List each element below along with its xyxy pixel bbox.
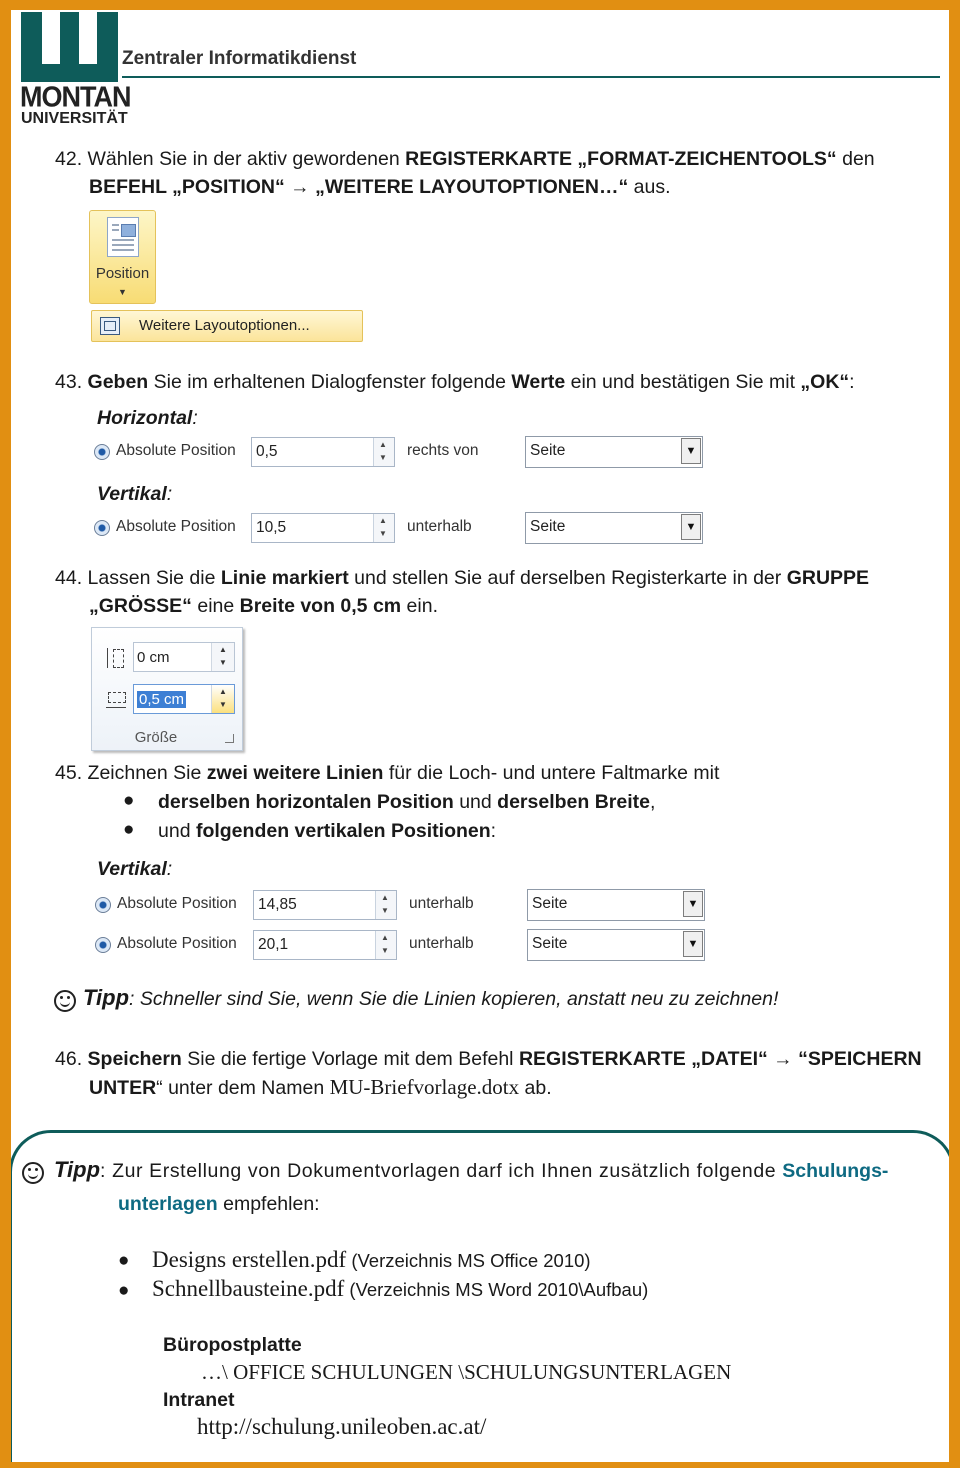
shape-height-icon — [106, 648, 126, 668]
spinner-value: 20,1 — [258, 936, 289, 953]
spinner-value: 10,5 — [256, 519, 287, 536]
logo-text-universitaet: UNIVERSITÄT — [21, 110, 128, 127]
step-number: 44. — [55, 567, 83, 589]
select-value: Seite — [530, 518, 566, 535]
chevron-down-icon[interactable]: ▼ — [681, 514, 701, 540]
bold-text: „WEITERE LAYOUTOPTIONEN…“ — [315, 176, 629, 198]
text: : — [849, 371, 855, 393]
text: , — [649, 791, 656, 813]
step-number: 46. — [55, 1048, 83, 1070]
vertical-position-spinner[interactable] — [253, 890, 397, 920]
training-materials-link[interactable]: unterlagen — [118, 1193, 218, 1215]
vertical-heading: Vertikal: — [97, 858, 173, 880]
tip-2 — [54, 1157, 942, 1183]
dialog-launcher-icon[interactable] — [225, 734, 234, 743]
university-logo — [21, 12, 118, 82]
text: Sie die fertige Vorlage mit dem Befehl — [181, 1048, 519, 1070]
step-45 — [55, 759, 935, 787]
bullet: ● — [123, 819, 135, 840]
bullet: ● — [123, 790, 135, 811]
step-44-line2 — [89, 592, 939, 620]
text: aus. — [628, 176, 671, 198]
menu-item-label: Weitere Layoutoptionen... — [139, 317, 310, 334]
vertical-relative-to-select[interactable] — [527, 929, 705, 961]
bold-text: zwei weitere Linien — [206, 762, 384, 784]
spinner-buttons[interactable]: ▲ ▼ — [375, 931, 396, 959]
input-value-selected: 0,5 cm — [139, 691, 185, 708]
shape-height-input[interactable] — [133, 642, 235, 672]
vertical-relative-to-select[interactable] — [527, 889, 705, 921]
position-ribbon-button[interactable] — [89, 210, 156, 304]
org-name: Zentraler Informatikdienst — [122, 48, 357, 69]
share-label: Büropostplatte — [163, 1334, 302, 1356]
text: und stellen Sie auf derselben Registerkarte in der — [348, 567, 787, 589]
text: : — [490, 820, 497, 842]
text: Zeichnen Sie — [87, 762, 207, 784]
absolute-position-radio[interactable] — [95, 937, 111, 953]
vertical-relative-to-select[interactable] — [525, 512, 703, 544]
step-46 — [55, 1045, 935, 1073]
absolute-position-label: Absolute Position — [116, 518, 236, 535]
absolute-position-label: Absolute Position — [116, 442, 236, 459]
spinner-buttons[interactable]: ▲ ▼ — [373, 514, 394, 542]
bold-text: BEFEHL „POSITION“ — [89, 176, 285, 198]
text: und — [158, 820, 196, 842]
spinner-value: 0,5 — [256, 443, 278, 460]
vertical-position-spinner[interactable] — [253, 930, 397, 960]
recommendation-item — [152, 1246, 912, 1275]
text: empfehlen: — [217, 1193, 320, 1215]
chevron-down-icon[interactable]: ▼ — [683, 931, 703, 957]
absolute-position-radio[interactable] — [94, 520, 110, 536]
text: ab. — [519, 1077, 552, 1099]
text: ein. — [401, 595, 438, 617]
absolute-position-radio[interactable] — [95, 897, 111, 913]
absolute-position-label: Absolute Position — [117, 935, 237, 952]
step-42-line2 — [89, 173, 939, 201]
text: Wählen Sie in der aktiv gewordenen — [87, 148, 406, 170]
step-46-line2 — [89, 1073, 939, 1102]
bold-text: Geben — [87, 371, 149, 393]
spinner-value: 14,85 — [258, 896, 297, 913]
relation-label: unterhalb — [409, 895, 474, 912]
relation-label: unterhalb — [407, 518, 472, 535]
document-page — [11, 10, 949, 1462]
horizontal-relative-to-select[interactable] — [525, 436, 703, 468]
position-button-label: Position — [95, 265, 150, 282]
intranet-url[interactable]: http://schulung.unileoben.ac.at/ — [197, 1414, 487, 1439]
pdf-file-name: Designs erstellen.pdf — [152, 1247, 347, 1272]
bold-text: folgenden vertikalen Positionen — [195, 820, 491, 842]
relation-label: unterhalb — [409, 935, 474, 952]
more-layout-options-menu-item[interactable] — [91, 310, 363, 342]
bold-text: Linie markiert — [220, 567, 349, 589]
bold-text: REGISTERKARTE „FORMAT-ZEICHENTOOLS“ — [405, 148, 837, 170]
step-45-bullet-2 — [158, 817, 918, 845]
chevron-down-icon[interactable]: ▼ — [683, 891, 703, 917]
tip-label: Tipp — [83, 985, 130, 1010]
recommendation-item — [152, 1275, 912, 1304]
text: Lassen Sie die — [87, 567, 221, 589]
bold-text: „OK“ — [800, 371, 850, 393]
text: eine — [191, 595, 240, 617]
arrow: → — [767, 1048, 799, 1070]
tip-label: Tipp — [54, 1157, 101, 1182]
arrow: → — [284, 176, 316, 198]
text: und — [453, 791, 498, 813]
file-location: (Verzeichnis MS Office 2010) — [346, 1250, 591, 1271]
text: ein und bestätigen Sie mit — [565, 371, 801, 393]
size-ribbon-group — [91, 627, 243, 751]
vertical-position-spinner[interactable] — [251, 513, 395, 543]
training-materials-link[interactable]: Schulungs- — [782, 1160, 889, 1182]
bold-text: Breite von 0,5 cm — [239, 595, 402, 617]
position-icon — [107, 217, 139, 257]
step-number: 43. — [55, 371, 83, 393]
smiley-icon — [54, 990, 76, 1012]
header-rule — [122, 76, 940, 78]
bold-text: Speichern — [87, 1048, 182, 1070]
text: für die Loch- und untere Faltmarke mit — [383, 762, 720, 784]
bullet: ● — [118, 1250, 130, 1271]
select-value: Seite — [532, 935, 568, 952]
bold-text: GRUPPE — [786, 567, 870, 589]
spinner-buttons[interactable]: ▲ ▼ — [211, 643, 234, 671]
select-value: Seite — [532, 895, 568, 912]
spinner-buttons[interactable]: ▲ ▼ — [375, 891, 396, 919]
input-value: 0 cm — [137, 649, 170, 666]
relation-label: rechts von — [407, 442, 479, 459]
spinner-buttons[interactable]: ▲ ▼ — [373, 438, 394, 466]
vertical-heading: Vertikal: — [97, 483, 173, 505]
absolute-position-radio[interactable] — [94, 444, 110, 460]
bold-text: Werte — [511, 371, 566, 393]
chevron-down-icon: ▼ — [118, 287, 127, 297]
step-43 — [55, 368, 935, 396]
step-number: 42. — [55, 148, 83, 170]
step-number: 45. — [55, 762, 83, 784]
intranet-label: Intranet — [163, 1389, 235, 1411]
file-name: MU-Briefvorlage.dotx — [329, 1075, 520, 1099]
chevron-down-icon[interactable]: ▼ — [681, 438, 701, 464]
step-42 — [55, 145, 935, 173]
bold-text: derselben Breite — [497, 791, 650, 813]
bold-text: UNTER — [89, 1077, 157, 1099]
text: “ unter dem Namen — [156, 1077, 330, 1099]
spinner-buttons[interactable]: ▲ ▼ — [211, 685, 234, 713]
text: Sie im erhaltenen Dialogfenster folgende — [148, 371, 512, 393]
bold-text: derselben horizontalen Position — [158, 791, 454, 813]
bold-text: „GRÖSSE“ — [89, 595, 192, 617]
absolute-position-label: Absolute Position — [117, 895, 237, 912]
bullet: ● — [118, 1280, 130, 1301]
file-location: (Verzeichnis MS Word 2010\Aufbau) — [344, 1279, 649, 1300]
layout-options-icon — [100, 317, 120, 335]
horizontal-heading: Horizontal: — [97, 407, 198, 429]
tip-2-line2 — [118, 1190, 818, 1218]
step-44 — [55, 564, 935, 592]
step-45-bullet-1 — [158, 788, 918, 816]
logo-text-montan: MONTAN — [20, 81, 131, 113]
size-group-caption: Größe — [134, 729, 178, 746]
tip-1 — [83, 985, 778, 1011]
tip-text: : Zur Erstellung von Dokumentvorlagen darf ich Ihnen zusätzlich folgende — [100, 1160, 783, 1182]
shape-width-input[interactable] — [133, 684, 235, 714]
horizontal-position-spinner[interactable] — [251, 437, 395, 467]
select-value: Seite — [530, 442, 566, 459]
bold-text: REGISTERKARTE „DATEI“ — [518, 1048, 768, 1070]
text: den — [836, 148, 875, 170]
tip-text: : Schneller sind Sie, wenn Sie die Linien kopieren, anstatt neu zu zeichnen! — [129, 988, 779, 1010]
share-path: …\ OFFICE SCHULUNGEN \SCHULUNGSUNTERLAGEN — [201, 1360, 732, 1384]
smiley-icon — [22, 1162, 44, 1184]
bold-text: “SPEICHERN — [798, 1048, 922, 1070]
pdf-file-name: Schnellbausteine.pdf — [152, 1276, 345, 1301]
shape-width-icon — [106, 690, 126, 710]
